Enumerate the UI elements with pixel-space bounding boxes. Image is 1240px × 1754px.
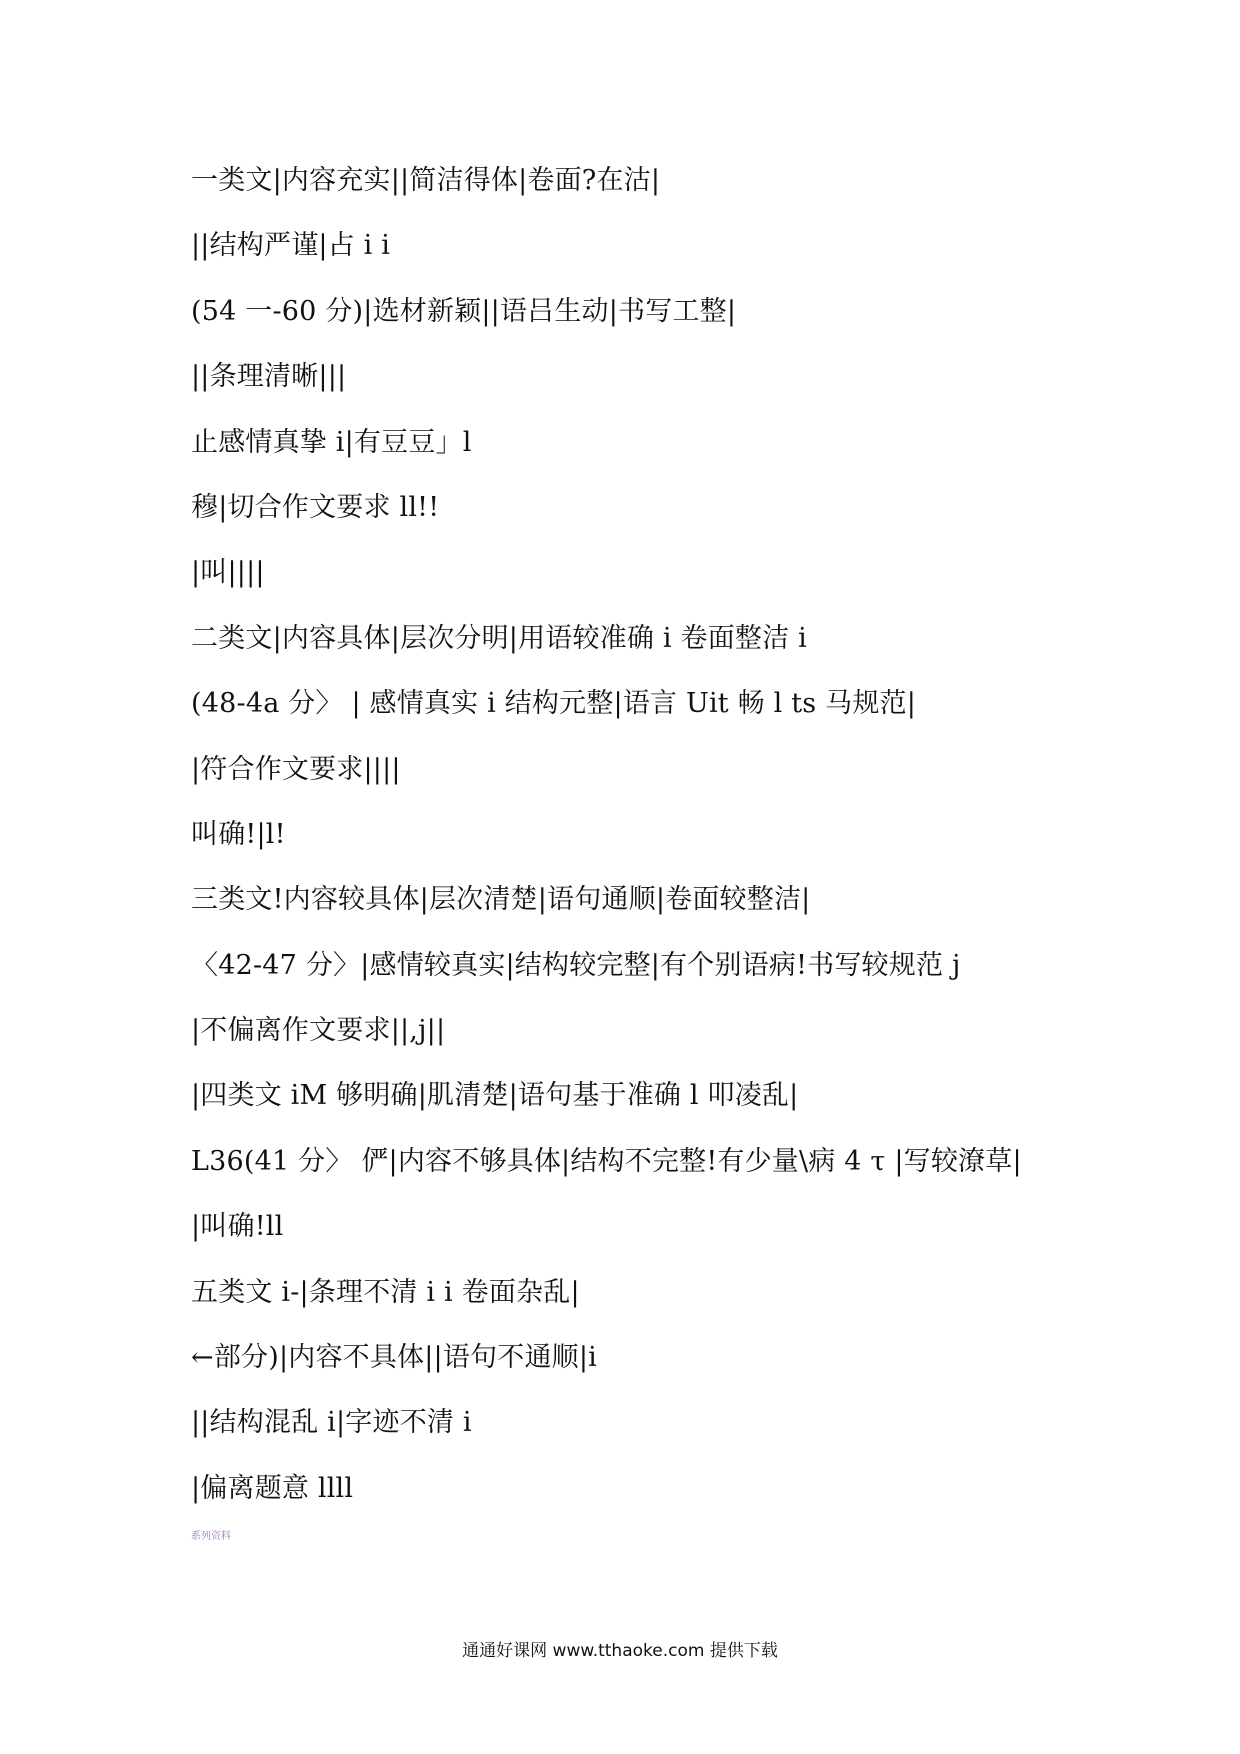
text-line: |符合作文要求|||| <box>191 753 401 785</box>
text-line: |偏离题意 llll <box>191 1472 354 1504</box>
text-line: ||结构混乱 i|字迹不清 i <box>191 1407 472 1439</box>
text-line: (48-4a 分〉 | 感情真实 i 结构元整|语言 Uit 畅 l ts 马规范| <box>191 688 917 720</box>
text-line: ||结构严谨|占 i i <box>191 230 391 262</box>
text-line: 止感情真挚 i|有豆豆」l <box>191 426 472 458</box>
text-line: 一类文|内容充实||简洁得体|卷面?在沽| <box>191 165 661 196</box>
text-line: |叫|||| <box>191 557 265 589</box>
text-line: 〈42-47 分〉|感情较真实|结构较完整|有个别语病!书写较规范 j <box>191 949 961 981</box>
text-line: ||条理清晰||| <box>191 361 347 393</box>
scoring-text-lines <box>191 162 1191 1535</box>
series-note: 系列资料 <box>191 1531 231 1542</box>
text-line: |四类文 iM 够明确|肌清楚|语句基于准确 l 叩凌乱| <box>191 1080 799 1112</box>
text-line: ←部分)|内容不具体||语句不通顺|i <box>191 1342 597 1374</box>
page-footer: 通通好课网 www.tthaoke.com 提供下载 <box>462 1641 778 1661</box>
text-line: L36(41 分〉 俨|内容不够具体|结构不完整!有少量\病 4 τ |写较潦草| <box>191 1145 1022 1177</box>
text-line: 三类文!内容较具体|层次清楚|语句通顺|卷面较整洁| <box>191 884 811 916</box>
text-line: 二类文|内容具体|层次分明|用语较准确 i 卷面整洁 i <box>191 622 807 654</box>
text-line: (54 一-60 分)|选材新颖||语吕生动|书写工整| <box>191 295 737 327</box>
text-line: 穆|切合作文要求 ll!! <box>191 491 440 523</box>
text-line: |叫确!ll <box>191 1211 284 1243</box>
text-line: 五类文 i-|条理不清 i i 卷面杂乱| <box>191 1276 580 1308</box>
text-line: |不偏离作文要求||,j|| <box>191 1015 446 1047</box>
text-line: 叫确!|l! <box>191 818 286 850</box>
